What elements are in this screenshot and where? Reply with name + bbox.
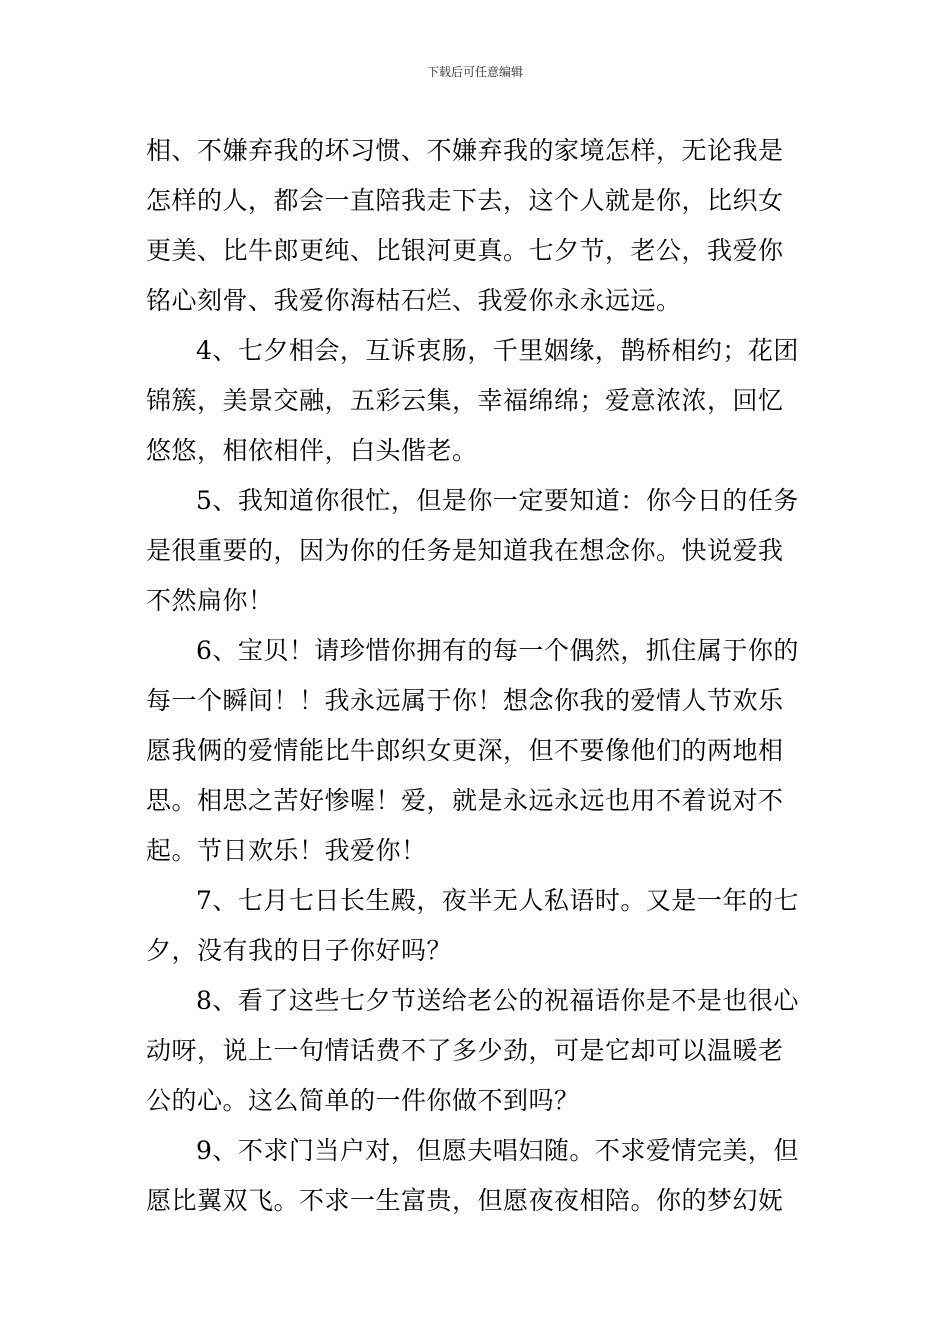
text-line: 每一个瞬间！！我永远属于你！想念你我的爱情人节欢乐 xyxy=(146,686,784,715)
document-body xyxy=(146,126,810,1226)
text-line: 铭心刻骨、我爱你海枯石烂、我爱你永永远远。 xyxy=(146,286,682,315)
text-line: 夕，没有我的日子你好吗？ xyxy=(146,936,453,965)
text-line: 怎样的人，都会一直陪我走下去，这个人就是你，比织女 xyxy=(146,186,784,215)
paragraph-start-line: 6、宝贝！请珍惜你拥有的每一个偶然，抓住属于你的 xyxy=(196,636,799,665)
text-line: 锦簇，美景交融，五彩云集，幸福绵绵；爱意浓浓，回忆 xyxy=(146,386,784,415)
text-line: 更美、比牛郎更纯、比银河更真。七夕节，老公，我爱你 xyxy=(146,236,784,265)
paragraph-start-line: 8、看了这些七夕节送给老公的祝福语你是不是也很心 xyxy=(196,986,799,1015)
text-line: 公的心。这么简单的一件你做不到吗？ xyxy=(146,1086,580,1115)
text-line: 思。相思之苦好惨喔！爱，就是永远永远也用不着说对不 xyxy=(146,786,784,815)
text-line: 是很重要的，因为你的任务是知道我在想念你。快说爱我 xyxy=(146,536,784,565)
page-header: 下载后可任意编辑 xyxy=(426,65,523,79)
text-line: 起。节日欢乐！我爱你！ xyxy=(146,836,427,865)
text-line: 动呀，说上一句情话费不了多少劲，可是它却可以温暖老 xyxy=(146,1036,784,1065)
paragraph-start-line: 7、七月七日长生殿，夜半无人私语时。又是一年的七 xyxy=(196,886,799,915)
paragraph-start-line: 5、我知道你很忙，但是你一定要知道：你今日的任务 xyxy=(196,486,799,515)
paragraph-start-line: 9、不求门当户对，但愿夫唱妇随。不求爱情完美，但 xyxy=(196,1136,799,1165)
text-line: 相、不嫌弃我的坏习惯、不嫌弃我的家境怎样，无论我是 xyxy=(146,136,784,165)
text-line: 悠悠，相依相伴，白头偕老。 xyxy=(146,436,478,465)
text-line: 愿比翼双飞。不求一生富贵，但愿夜夜相陪。你的梦幻妩 xyxy=(146,1186,784,1215)
paragraph-start-line: 4、七夕相会，互诉衷肠，千里姻缘，鹊桥相约；花团 xyxy=(196,336,799,365)
text-line: 不然扁你！ xyxy=(146,586,274,615)
text-line: 愿我俩的爱情能比牛郎织女更深，但不要像他们的两地相 xyxy=(146,736,784,765)
